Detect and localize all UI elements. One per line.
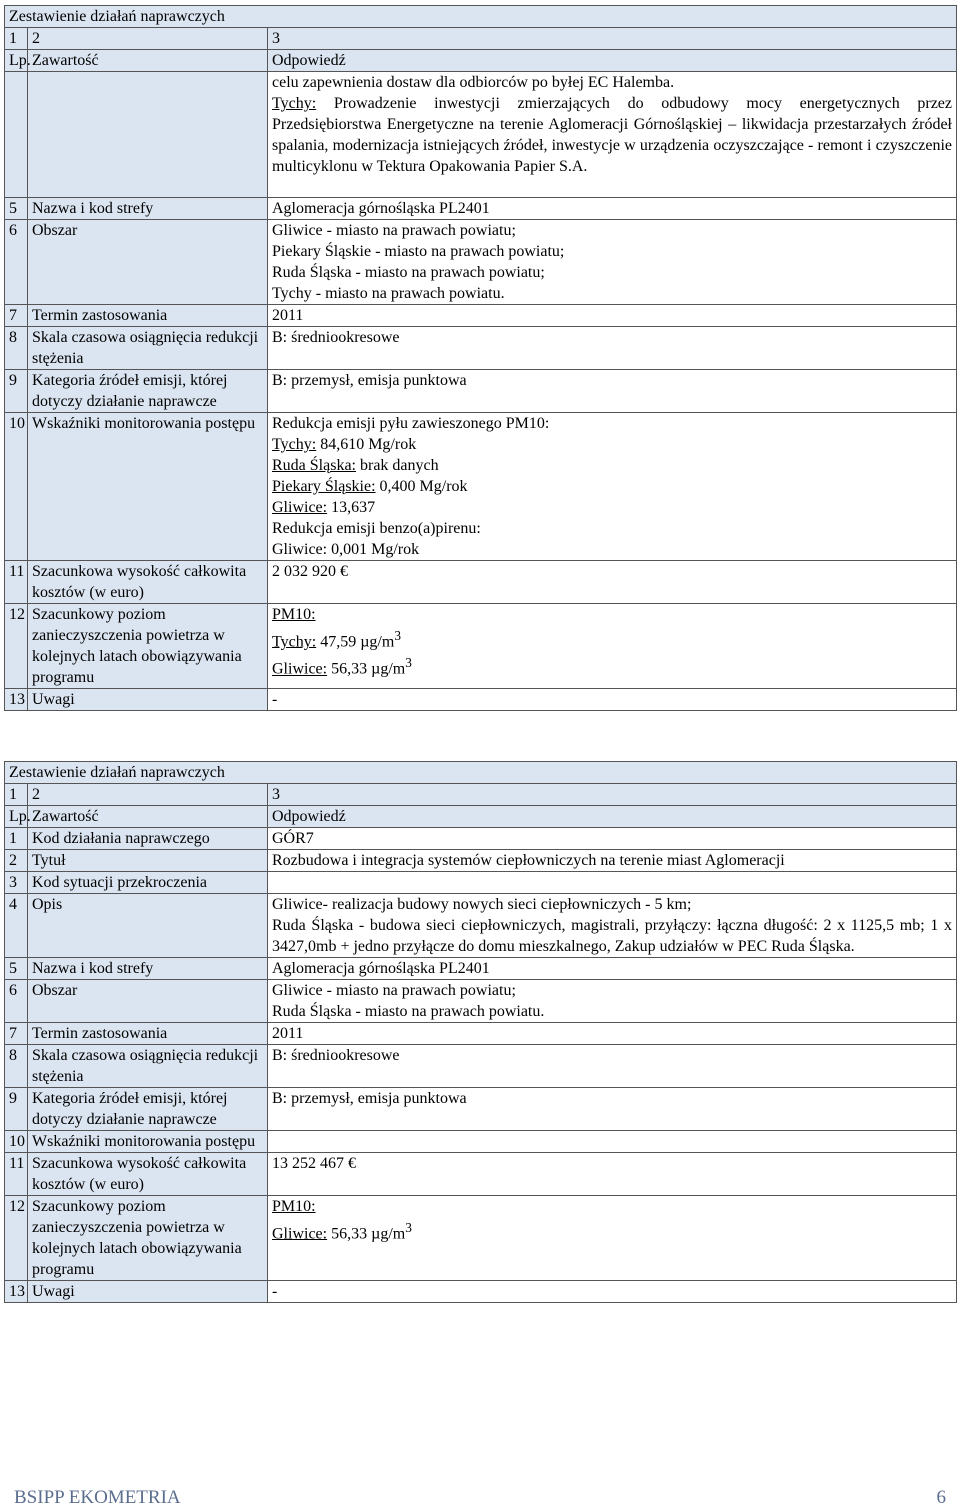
col-num: 2 [28,784,268,806]
col-header-answer: Odpowiedź [268,50,957,72]
table-row: 8 Skala czasowa osiągnięcia redukcji stężenia B: średniookresowe [5,327,957,370]
col-num: 1 [5,784,28,806]
table-row: 5 Nazwa i kod strefy Aglomeracja górnośląska PL2401 [5,958,957,980]
corrective-actions-table-2 [4,761,957,1303]
col-num: 1 [5,28,28,50]
table-row: 4 Opis Gliwice- realizacja budowy nowych sieci ciepłowniczych - 5 km; Ruda Śląska - budowa sieci ciepłowniczych, magistrali, przyłączy: łączna długość: 2 x 1125,5 mb; 1 x 3427,0mb + jedno przyłącze do domu mieszkalnego, Zakup udziałów w PEC Ruda Śląska. [5,894,957,958]
table-row: 13 Uwagi - [5,1281,957,1303]
table-row: 6 Obszar Gliwice - miasto na prawach powiatu; Ruda Śląska - miasto na prawach powiatu. [5,980,957,1023]
footer-company: BSIPP EKOMETRIA [14,1487,181,1508]
col-header-lp: Lp. [5,806,28,828]
action-title: Rozbudowa i integracja systemów ciepłowniczych na terenie miast Aglomeracji [268,850,957,872]
table-row: 8 Skala czasowa osiągnięcia redukcji stężenia B: średniookresowe [5,1045,957,1088]
table-title: Zestawienie działań naprawczych [5,762,957,784]
col-header-answer: Odpowiedź [268,806,957,828]
table-row: 9 Kategoria źródeł emisji, której dotyczy działanie naprawcze B: przemysł, emisja punktowa [5,370,957,413]
table-row [5,72,957,198]
table-row: 9 Kategoria źródeł emisji, której dotyczy działanie naprawcze B: przemysł, emisja punktowa [5,1088,957,1131]
table-row: 10 Wskaźniki monitorowania postępu [5,1131,957,1153]
table-title: Zestawienie działań naprawczych [5,6,957,28]
table-row: 6 Obszar Gliwice - miasto na prawach powiatu; Piekary Śląskie - miasto na prawach powiatu; Ruda Śląska - miasto na prawach powiatu; Tychy - miasto na prawach powiatu. [5,220,957,305]
description-continued: celu zapewnienia dostaw dla odbiorców po byłej EC Halemba. Tychy: Prowadzenie inwestycji zmierzających do odbudowy mocy energetycznych przez Przedsiębiorstwa Energetyczne na terenie Aglomeracji Górnośląskiej – likwidacja przestarzałych źródeł spalania, modernizacja istniejących źródeł, inwestycje w urządzenia oczyszczające - remont i czyszczenie multicyklonu w Tektura Opakowania Papier S.A. [268,72,957,198]
table-row: 11 Szacunkowa wysokość całkowita kosztów (w euro) 2 032 920 € [5,561,957,604]
area-value: Gliwice - miasto na prawach powiatu; Piekary Śląskie - miasto na prawach powiatu; Ruda Śląska - miasto na prawach powiatu; Tychy - miasto na prawach powiatu. [268,220,957,305]
pollution-level: PM10: Tychy: 47,59 $\mu g/m^3$ Gliwice: 56,33 $\mu g/m^3$ [268,604,957,689]
description: Gliwice- realizacja budowy nowych sieci ciepłowniczych - 5 km; Ruda Śląska - budowa sieci ciepłowniczych, magistrali, przyłączy: łączna długość: 2 x 1125,5 mb; 1 x 3427,0mb + jedno przyłącze do domu mieszkalnego, Zakup udziałów w PEC Ruda Śląska. [268,894,957,958]
col-num: 3 [268,28,957,50]
page-footer [14,1487,946,1509]
col-header-content: Zawartość [28,50,268,72]
zone-value: Aglomeracja górnośląska PL2401 [268,198,957,220]
table-row: 12 Szacunkowy poziom zanieczyszczenia powietrza w kolejnych latach obowiązywania programu PM10: Gliwice: 56,33 $\mu g/m^3$ [5,1196,957,1281]
pollution-level: PM10: Gliwice: 56,33 $\mu g/m^3$ [268,1196,957,1281]
action-code: GÓR7 [268,828,957,850]
table-row: 5 Nazwa i kod strefy Aglomeracja górnośląska PL2401 [5,198,957,220]
table-row: 7 Termin zastosowania 2011 [5,1023,957,1045]
area-value: Gliwice - miasto na prawach powiatu; Ruda Śląska - miasto na prawach powiatu. [268,980,957,1023]
cost-value: 2 032 920 € [268,561,957,604]
table-row: 11 Szacunkowa wysokość całkowita kosztów (w euro) 13 252 467 € [5,1153,957,1196]
col-num: 3 [268,784,957,806]
col-num: 2 [28,28,268,50]
page-number: 6 [936,1487,946,1508]
col-header-content: Zawartość [28,806,268,828]
table-row: 13 Uwagi - [5,689,957,711]
table-row: 2 Tytuł Rozbudowa i integracja systemów ciepłowniczych na terenie miast Aglomeracji [5,850,957,872]
table-row: 3 Kod sytuacji przekroczenia [5,872,957,894]
cost-value: 13 252 467 € [268,1153,957,1196]
corrective-actions-table-1 [4,5,957,711]
monitoring-indicators: Redukcja emisji pyłu zawieszonego PM10: Tychy: 84,610 Mg/rok Ruda Śląska: brak danych Piekary Śląskie: 0,400 Mg/rok Gliwice: 13,637 Redukcja emisji benzo(a)pirenu: Gliwice: 0,001 Mg/rok [268,413,957,561]
col-header-lp: Lp. [5,50,28,72]
table-row: 12 Szacunkowy poziom zanieczyszczenia powietrza w kolejnych latach obowiązywania programu PM10: Tychy: 47,59 $\mu g/m^3$ Gliwice: 56,33 $\mu g/m^3$ [5,604,957,689]
table-row: 10 Wskaźniki monitorowania postępu Redukcja emisji pyłu zawieszonego PM10: Tychy: 84,610 Mg/rok Ruda Śląska: brak danych Piekary Śląskie: 0,400 Mg/rok Gliwice: 13,637 Redukcja emisji benzo(a)pirenu: Gliwice: 0,001 Mg/rok [5,413,957,561]
table-row: 1 Kod działania naprawczego GÓR7 [5,828,957,850]
table-row: 7 Termin zastosowania 2011 [5,305,957,327]
